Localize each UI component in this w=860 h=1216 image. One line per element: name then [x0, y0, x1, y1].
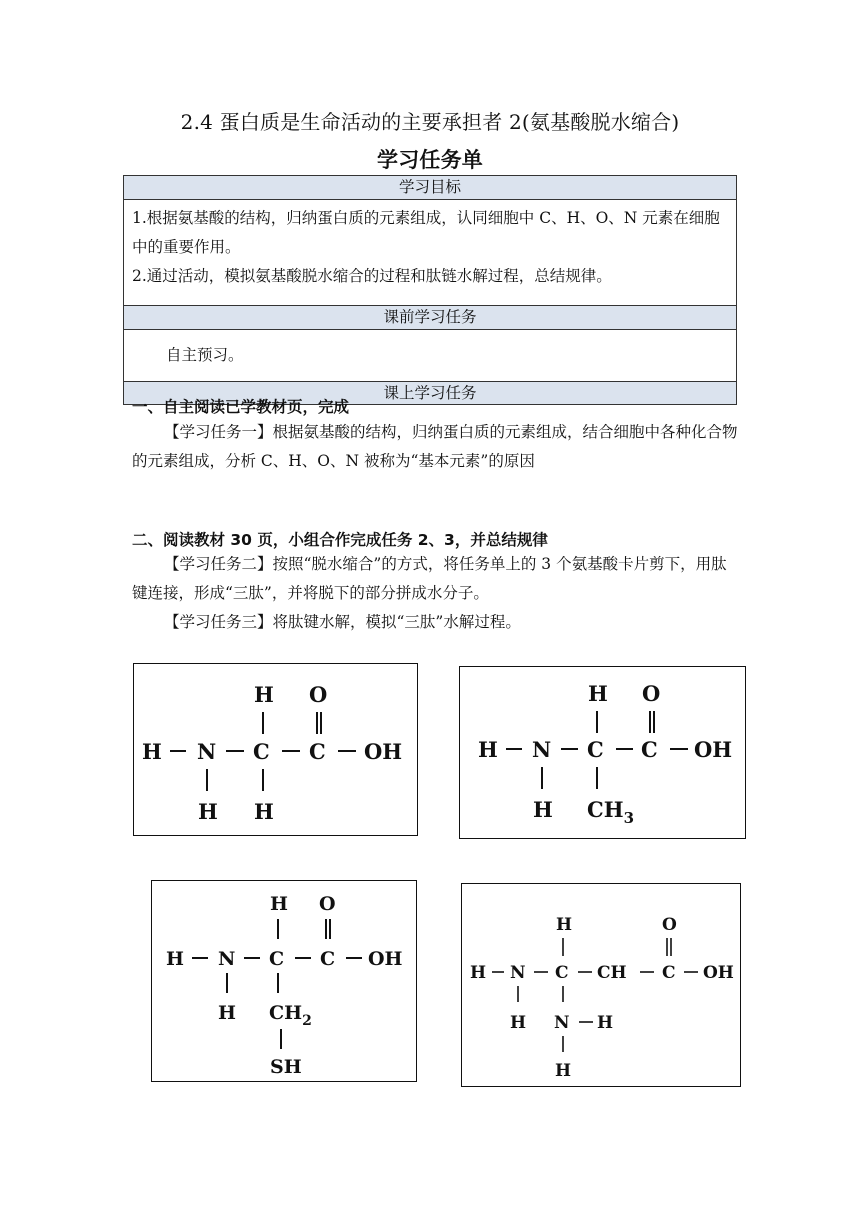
table-header-goals: 学习目标 [124, 176, 736, 200]
amino-acid-card-3[interactable] [151, 880, 417, 1082]
section2-heading: 二、阅读教材 30 页，小组合作完成任务 2、3，并总结规律 [132, 531, 548, 549]
atom-h: H [270, 893, 288, 915]
atom-c: C [309, 739, 326, 764]
goal-item-1: 1.根据氨基酸的结构，归纳蛋白质的元素组成，认同细胞中 C、H、O、N 元素在细胞中的重要作用。 [132, 209, 720, 256]
atom-o: O [319, 893, 336, 915]
document-subtitle: 学习任务单 [377, 147, 483, 172]
pre-task-cell: 自主预习。 [124, 330, 736, 382]
atom-n: N [554, 1013, 570, 1033]
group-oh: OH [368, 948, 403, 970]
group-oh: OH [703, 963, 734, 983]
group-oh: OH [694, 737, 733, 762]
group-oh: OH [364, 739, 403, 764]
atom-h: H [198, 799, 218, 824]
section1-heading: 一、自主阅读已学教材页，完成 [132, 398, 350, 416]
atom-c: C [662, 963, 676, 983]
atom-h: H [254, 682, 274, 707]
goal-item-2: 2.通过活动，模拟氨基酸脱水缩合的过程和肽链水解过程，总结规律。 [132, 267, 612, 285]
amino-acid-card-1[interactable] [133, 663, 418, 836]
atom-h: H [555, 1061, 572, 1081]
atom-h: H [478, 737, 498, 762]
task1-text: 【学习任务一】根据氨基酸的结构，归纳蛋白质的元素组成，结合细胞中各种化合物的元素组成，分析 C、H、O、N 被称为“基本元素”的原因 [132, 423, 738, 470]
atom-o: O [642, 681, 661, 706]
group-ch: CH [597, 963, 627, 983]
atom-n: N [197, 739, 217, 764]
group-sh: SH [270, 1056, 302, 1078]
table-header-class: 课上学习任务 [124, 382, 736, 404]
atom-h: H [533, 797, 553, 822]
group-ch2: $CH_2$ [269, 1002, 312, 1029]
atom-h: H [597, 1013, 614, 1033]
atom-h: H [218, 1002, 236, 1024]
atom-c: C [587, 737, 604, 762]
atom-c: C [253, 739, 270, 764]
atom-o: O [309, 682, 328, 707]
atom-n: N [532, 737, 552, 762]
table-header-pre: 课前学习任务 [124, 306, 736, 330]
atom-h: H [470, 963, 487, 983]
atom-o: O [662, 915, 677, 935]
atom-n: N [510, 963, 526, 983]
atom-h: H [166, 948, 184, 970]
atom-h: H [510, 1013, 527, 1033]
task2-text: 【学习任务二】按照“脱水缩合”的方式，将任务单上的 3 个氨基酸卡片剪下，用肽键连接，形成“三肽”，并将脱下的部分拼成水分子。 [132, 555, 727, 602]
atom-h: H [588, 681, 608, 706]
goals-cell [124, 200, 736, 306]
document-title: 2.4 蛋白质是生命活动的主要承担者 2(氨基酸脱水缩合) [180, 110, 680, 134]
atom-n: N [218, 948, 236, 970]
atom-c: C [320, 948, 336, 970]
task3-text: 【学习任务三】将肽键水解，模拟“三肽”水解过程。 [164, 613, 521, 631]
amino-acid-card-2[interactable] [459, 666, 746, 839]
amino-acid-card-4[interactable] [461, 883, 741, 1087]
atom-c: C [555, 963, 569, 983]
task-table [123, 175, 737, 405]
atom-h: H [254, 799, 274, 824]
group-ch3: $CH_3$ [587, 797, 634, 827]
atom-h: H [556, 915, 573, 935]
atom-h: H [142, 739, 162, 764]
atom-c: C [641, 737, 658, 762]
atom-c: C [269, 948, 285, 970]
